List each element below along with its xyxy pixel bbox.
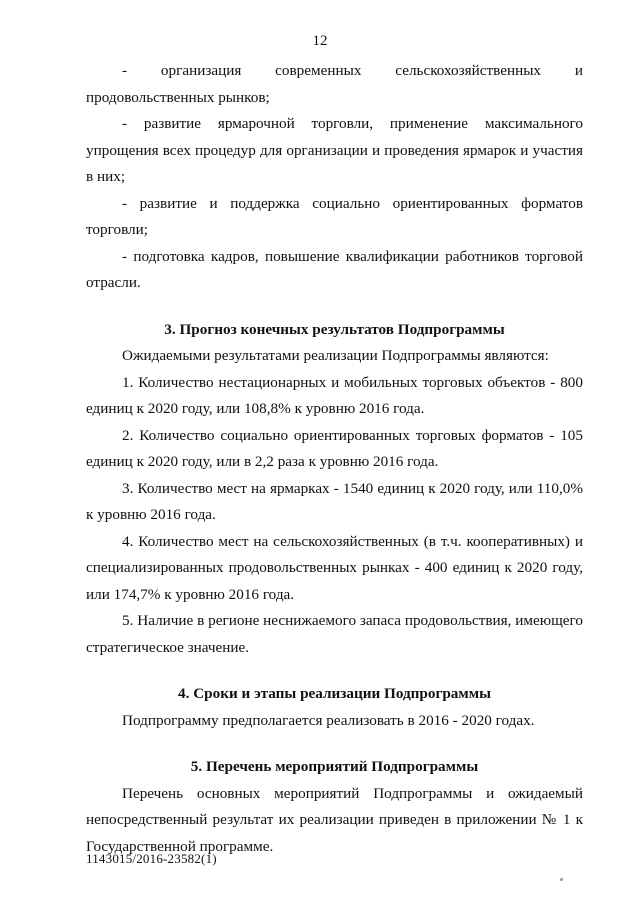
section-heading-results: 3. Прогноз конечных результатов Подпрограммы xyxy=(164,320,505,338)
list-item-markets: - организация современных сельскохозяйственных и продовольственных рынков; xyxy=(86,62,583,106)
list-item-fairs: - развитие ярмарочной торговли, применение максимального упрощения всех процедур для организации и проведения ярмарок и участия в них; xyxy=(86,115,583,185)
result-item-2: 2. Количество социально ориентированных торговых форматов - 105 единиц к 2020 году, или в 2,2 раза к уровню 2016 года. xyxy=(86,426,583,470)
document-code: 1143015/2016-23582(1) xyxy=(86,851,217,866)
paragraph-activities: Перечень основных мероприятий Подпрограммы и ожидаемый непосредственный результат их реализации приведен в приложении № 1 к Государственной программе. xyxy=(86,784,583,855)
list-item-training: - подготовка кадров, повышение квалификации работников торговой отрасли. xyxy=(86,247,583,291)
result-item-3: 3. Количество мест на ярмарках - 1540 единиц к 2020 году, или 110,0% к уровню 2016 года. xyxy=(86,479,583,523)
page-number: 12 xyxy=(312,33,328,49)
result-item-5: 5. Наличие в регионе неснижаемого запаса продовольствия, имеющего стратегическое значение. xyxy=(86,612,583,656)
list-item-social-formats: - развитие и поддержка социально ориентированных форматов торговли; xyxy=(86,194,583,238)
paragraph-results-intro: Ожидаемыми результатами реализации Подпрограммы являются: xyxy=(122,347,549,364)
section-heading-timeline: 4. Сроки и этапы реализации Подпрограммы xyxy=(178,685,491,702)
scan-mark xyxy=(560,878,563,881)
paragraph-timeline: Подпрограмму предполагается реализовать в 2016 - 2020 годах. xyxy=(122,711,535,729)
section-heading-activities: 5. Перечень мероприятий Подпрограммы xyxy=(190,758,479,775)
result-item-1: 1. Количество нестационарных и мобильных торговых объектов - 800 единиц к 2020 году, или 108,8% к уровню 2016 года. xyxy=(86,373,583,417)
result-item-4: 4. Количество мест на сельскохозяйственных (в т.ч. кооперативных) и специализированных продовольственных рынках - 400 единиц к 2020 году, или 174,7% к уровню 2016 года. xyxy=(86,532,583,603)
document-body xyxy=(86,58,583,860)
